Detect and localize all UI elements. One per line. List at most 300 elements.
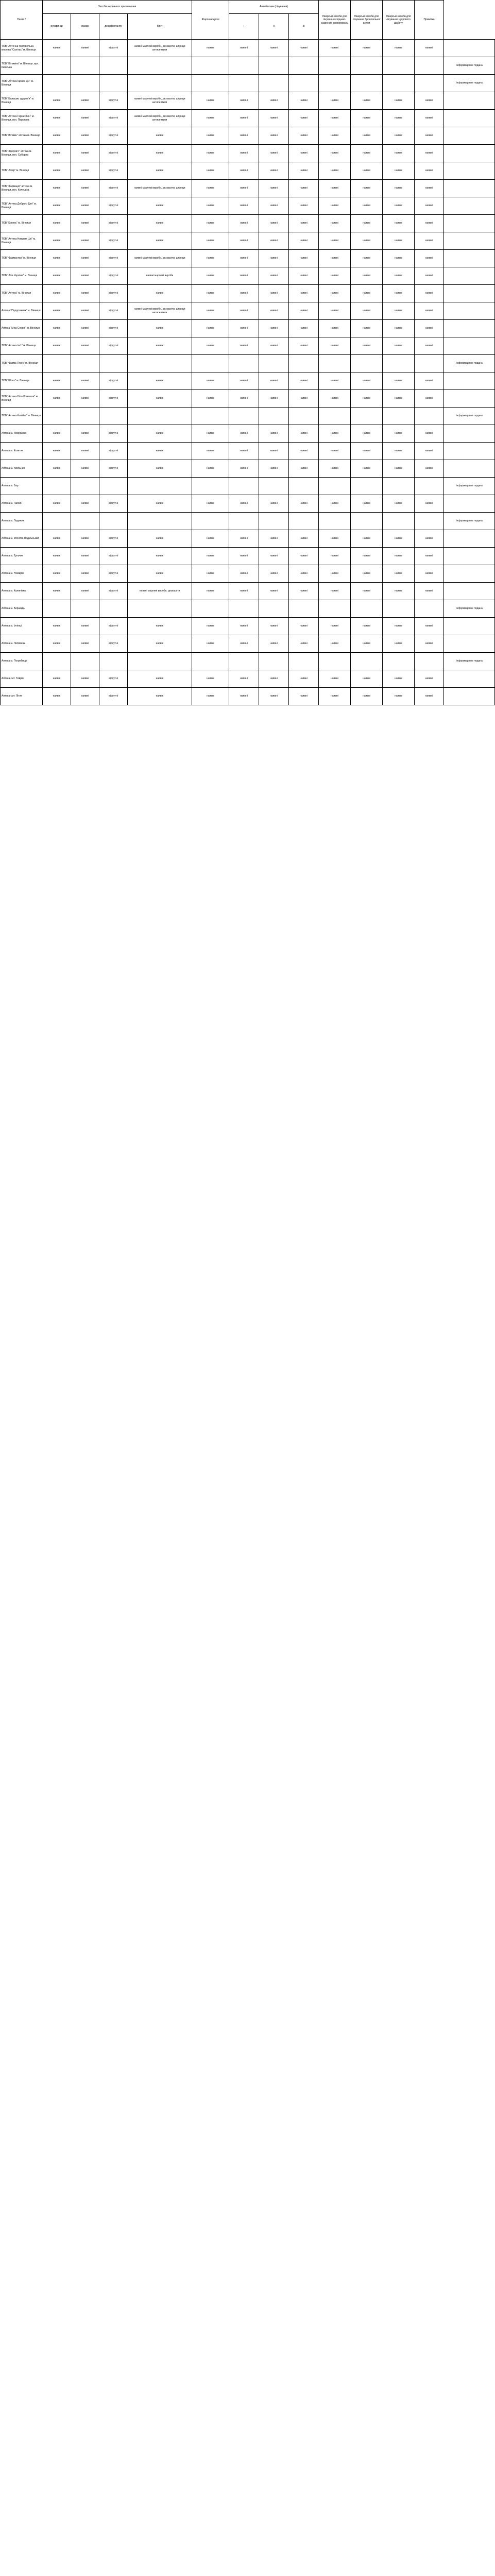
cell-value: наявні bbox=[319, 635, 351, 653]
cell-value: наявні bbox=[259, 565, 289, 583]
cell-value: наявні bbox=[259, 92, 289, 110]
cell-value: наявні bbox=[71, 565, 99, 583]
cell-value: наявні bbox=[415, 250, 444, 267]
cell-value: відсутні bbox=[99, 565, 128, 583]
cell-value: наявні bbox=[415, 162, 444, 180]
cell-value: наявні bbox=[229, 583, 259, 600]
cell-value: наявні bbox=[351, 92, 383, 110]
cell-value: наявні bbox=[289, 250, 319, 267]
cell-value bbox=[444, 215, 495, 232]
cell-value bbox=[415, 57, 444, 75]
cell-value: наявні bbox=[259, 40, 289, 57]
table-row bbox=[1, 162, 495, 180]
cell-name: Аптека смт. Літин bbox=[1, 688, 43, 705]
cell-value: наявні bbox=[415, 635, 444, 653]
cell-name: Аптека м. Тульчин bbox=[1, 548, 43, 565]
cell-value: наявні bbox=[351, 372, 383, 390]
cell-value bbox=[192, 513, 229, 530]
cell-value: наявні bbox=[259, 232, 289, 250]
cell-value: наявні bbox=[319, 565, 351, 583]
cell-value: наявні bbox=[128, 688, 192, 705]
cell-value: наявні bbox=[192, 425, 229, 443]
cell-value: наявні bbox=[43, 583, 71, 600]
table-row bbox=[1, 320, 495, 337]
cell-value: наявні bbox=[229, 267, 259, 285]
cell-value: наявні bbox=[319, 127, 351, 145]
cell-value: наявні bbox=[128, 495, 192, 513]
cell-name: Аптека м. Бар bbox=[1, 478, 43, 495]
cell-value: наявні bbox=[192, 495, 229, 513]
cell-value: наявні bbox=[259, 197, 289, 215]
cell-value bbox=[99, 57, 128, 75]
cell-value: наявні bbox=[259, 425, 289, 443]
table-row bbox=[1, 285, 495, 302]
cell-value bbox=[43, 653, 71, 670]
cell-value: наявні bbox=[229, 548, 259, 565]
cell-value: наявні bbox=[383, 443, 415, 460]
cell-value: наявні bbox=[128, 443, 192, 460]
header-masks: маски bbox=[71, 14, 99, 40]
cell-value: наявні bbox=[229, 670, 259, 688]
cell-value: наявні bbox=[415, 548, 444, 565]
cell-value bbox=[415, 355, 444, 372]
cell-value: наявні bbox=[71, 162, 99, 180]
cell-value bbox=[289, 57, 319, 75]
cell-value: наявні bbox=[319, 215, 351, 232]
cell-name: ТОВ "Бажаємо здоров'я" м. Вінниця bbox=[1, 92, 43, 110]
cell-value: відсутні bbox=[99, 583, 128, 600]
cell-value: наявні bbox=[71, 232, 99, 250]
cell-value: відсутні bbox=[99, 232, 128, 250]
cell-value: наявні марлеві вироби, дезкасети, шприци антисептики bbox=[128, 40, 192, 57]
cell-value: наявні bbox=[229, 197, 259, 215]
cell-value bbox=[383, 408, 415, 425]
cell-value: наявні bbox=[289, 583, 319, 600]
cell-value: наявні bbox=[415, 285, 444, 302]
cell-value bbox=[319, 75, 351, 92]
cell-name: ТОВ "Лікар" м. Вінниця bbox=[1, 162, 43, 180]
cell-value bbox=[43, 355, 71, 372]
cell-value: наявні bbox=[415, 40, 444, 57]
cell-value: наявні bbox=[415, 180, 444, 197]
cell-value: наявні bbox=[259, 443, 289, 460]
cell-value: наявні bbox=[229, 460, 259, 478]
cell-value bbox=[99, 75, 128, 92]
cell-value: наявні bbox=[229, 495, 259, 513]
cell-value bbox=[415, 513, 444, 530]
cell-value: наявні bbox=[415, 302, 444, 320]
cell-value: наявні bbox=[415, 688, 444, 705]
cell-value: наявні bbox=[289, 337, 319, 355]
cell-value: наявні bbox=[351, 180, 383, 197]
cell-value: наявні bbox=[71, 530, 99, 548]
cell-value: наявні bbox=[351, 460, 383, 478]
table-row bbox=[1, 40, 495, 57]
cell-value: наявні bbox=[383, 548, 415, 565]
cell-value: наявні bbox=[259, 145, 289, 162]
cell-value: відсутні bbox=[99, 495, 128, 513]
cell-value: наявні bbox=[351, 688, 383, 705]
cell-value bbox=[383, 57, 415, 75]
cell-value: наявні bbox=[383, 92, 415, 110]
cell-value bbox=[128, 57, 192, 75]
cell-value bbox=[444, 197, 495, 215]
cell-value: відсутні bbox=[99, 162, 128, 180]
cell-value bbox=[415, 653, 444, 670]
cell-name: ТОВ "Шлях" м. Вінниця bbox=[1, 372, 43, 390]
cell-value: Інформація не подана bbox=[444, 513, 495, 530]
table-row bbox=[1, 670, 495, 688]
cell-value: наявні bbox=[43, 670, 71, 688]
cell-value: наявні bbox=[289, 635, 319, 653]
cell-value: наявні bbox=[259, 162, 289, 180]
cell-value bbox=[383, 355, 415, 372]
cell-value: наявні bbox=[43, 390, 71, 408]
cell-value bbox=[351, 408, 383, 425]
cell-value: наявні bbox=[71, 302, 99, 320]
cell-value bbox=[128, 408, 192, 425]
cell-value: наявні bbox=[319, 92, 351, 110]
cell-value: наявні bbox=[319, 267, 351, 285]
table-body bbox=[1, 40, 495, 705]
cell-name: Аптека "Мед-Сервіс" м. Вінниця bbox=[1, 320, 43, 337]
cell-value bbox=[319, 600, 351, 618]
cell-value: наявні марлеві вироби, дезкасети, шприци bbox=[128, 180, 192, 197]
cell-value bbox=[71, 653, 99, 670]
cell-value: наявні bbox=[383, 162, 415, 180]
table-row bbox=[1, 635, 495, 653]
cell-value: наявні bbox=[383, 127, 415, 145]
cell-value bbox=[71, 513, 99, 530]
cell-value: наявні bbox=[259, 460, 289, 478]
cell-value: відсутні bbox=[99, 688, 128, 705]
cell-value: наявні bbox=[415, 145, 444, 162]
cell-value: наявні bbox=[351, 267, 383, 285]
cell-value: наявні bbox=[229, 215, 259, 232]
table-row bbox=[1, 75, 495, 92]
cell-value: наявні bbox=[128, 215, 192, 232]
cell-value: наявні bbox=[229, 145, 259, 162]
cell-value: відсутні bbox=[99, 390, 128, 408]
cell-value: наявні bbox=[229, 530, 259, 548]
cell-value: наявні bbox=[43, 548, 71, 565]
cell-value: наявні bbox=[71, 390, 99, 408]
cell-value bbox=[444, 162, 495, 180]
cell-value: відсутні bbox=[99, 215, 128, 232]
header-medpurpose: Засоби медичного призначення bbox=[43, 1, 192, 14]
cell-value: наявні bbox=[319, 232, 351, 250]
table-row bbox=[1, 337, 495, 355]
cell-value: наявні bbox=[415, 425, 444, 443]
cell-value: наявні bbox=[192, 337, 229, 355]
cell-value: відсутні bbox=[99, 320, 128, 337]
cell-value bbox=[71, 408, 99, 425]
cell-value: наявні bbox=[259, 285, 289, 302]
cell-value: наявні bbox=[71, 285, 99, 302]
cell-value bbox=[43, 513, 71, 530]
cell-value: наявні bbox=[415, 670, 444, 688]
table-row bbox=[1, 302, 495, 320]
cell-value: наявні bbox=[128, 618, 192, 635]
header-temp: Жарознижуючі bbox=[192, 1, 229, 40]
cell-value: наявні bbox=[289, 460, 319, 478]
cell-value: відсутні bbox=[99, 180, 128, 197]
cell-value: відсутні bbox=[99, 635, 128, 653]
cell-value: наявні bbox=[229, 40, 259, 57]
cell-value: наявні bbox=[319, 460, 351, 478]
cell-value: Інформація не подана bbox=[444, 600, 495, 618]
cell-value bbox=[444, 618, 495, 635]
cell-value bbox=[319, 478, 351, 495]
cell-value: наявні bbox=[43, 127, 71, 145]
cell-value: наявні bbox=[192, 92, 229, 110]
cell-value bbox=[229, 513, 259, 530]
cell-value: наявні bbox=[43, 635, 71, 653]
cell-value bbox=[259, 478, 289, 495]
cell-name: ТОВ "Аптека гарних цін" м. Вінниця bbox=[1, 75, 43, 92]
cell-value bbox=[99, 478, 128, 495]
cell-name: Аптека смт. Тиврів bbox=[1, 670, 43, 688]
cell-value: наявні bbox=[259, 320, 289, 337]
cell-value: наявні bbox=[128, 145, 192, 162]
cell-value bbox=[229, 478, 259, 495]
cell-value bbox=[43, 408, 71, 425]
cell-value: наявні bbox=[71, 337, 99, 355]
cell-value: наявні bbox=[383, 425, 415, 443]
cell-value: наявні bbox=[289, 670, 319, 688]
cell-value bbox=[444, 548, 495, 565]
cell-value: наявні марлеві вироби, дезкасети, шприци bbox=[128, 250, 192, 267]
cell-name: ТОВ "Фармація" аптека м. Вінниця, вул. Келецька bbox=[1, 180, 43, 197]
cell-value: наявні bbox=[383, 110, 415, 127]
cell-value: наявні bbox=[383, 530, 415, 548]
cell-value bbox=[128, 653, 192, 670]
cell-value: наявні bbox=[43, 215, 71, 232]
cell-value bbox=[444, 320, 495, 337]
cell-value: відсутні bbox=[99, 250, 128, 267]
cell-value: наявні bbox=[415, 110, 444, 127]
cell-name: Аптека м. Гайсин bbox=[1, 495, 43, 513]
cell-value bbox=[351, 75, 383, 92]
cell-value: наявні bbox=[192, 40, 229, 57]
cell-value: наявні bbox=[43, 372, 71, 390]
cell-value: наявні bbox=[43, 688, 71, 705]
cell-value: наявні bbox=[289, 92, 319, 110]
cell-value bbox=[289, 653, 319, 670]
cell-value bbox=[319, 513, 351, 530]
cell-value bbox=[444, 583, 495, 600]
cell-value: відсутні bbox=[99, 40, 128, 57]
cell-value bbox=[128, 75, 192, 92]
table-row bbox=[1, 250, 495, 267]
cell-value: наявні bbox=[71, 180, 99, 197]
cell-value: наявні bbox=[128, 565, 192, 583]
cell-value: наявні bbox=[229, 337, 259, 355]
header-cardio: Лікарські засоби для лікування серцево-судинних захворювань bbox=[319, 1, 351, 40]
cell-value: наявні bbox=[289, 688, 319, 705]
cell-value: наявні bbox=[259, 302, 289, 320]
table-row bbox=[1, 600, 495, 618]
cell-value: наявні bbox=[383, 372, 415, 390]
cell-value: наявні bbox=[383, 232, 415, 250]
cell-value: наявні bbox=[43, 285, 71, 302]
cell-value: наявні bbox=[289, 372, 319, 390]
cell-name: ТОВ "Вітаміни" м. Вінниця, вул. Київська bbox=[1, 57, 43, 75]
cell-name: Аптека м. Немирів bbox=[1, 565, 43, 583]
cell-value bbox=[444, 530, 495, 548]
cell-value: наявні bbox=[192, 618, 229, 635]
cell-value: наявні bbox=[351, 670, 383, 688]
cell-value: наявні bbox=[192, 232, 229, 250]
cell-value bbox=[229, 600, 259, 618]
cell-value: наявні bbox=[229, 372, 259, 390]
cell-value bbox=[192, 478, 229, 495]
cell-value bbox=[289, 408, 319, 425]
cell-value: наявні bbox=[351, 302, 383, 320]
cell-name: Аптека м. Іллінці bbox=[1, 618, 43, 635]
cell-value: відсутні bbox=[99, 337, 128, 355]
cell-value: наявні bbox=[259, 583, 289, 600]
cell-value: наявні bbox=[128, 320, 192, 337]
cell-value: наявні bbox=[415, 127, 444, 145]
cell-value: наявні bbox=[351, 443, 383, 460]
cell-value: наявні bbox=[319, 302, 351, 320]
cell-value: наявні bbox=[383, 285, 415, 302]
cell-value: наявні bbox=[71, 618, 99, 635]
cell-value bbox=[71, 600, 99, 618]
table-row bbox=[1, 145, 495, 162]
cell-value bbox=[259, 513, 289, 530]
cell-value: наявні bbox=[43, 180, 71, 197]
cell-value: наявні bbox=[415, 197, 444, 215]
cell-value: наявні bbox=[71, 670, 99, 688]
cell-value: наявні bbox=[351, 320, 383, 337]
cell-value bbox=[383, 653, 415, 670]
cell-value: наявні bbox=[71, 267, 99, 285]
cell-value: наявні bbox=[383, 618, 415, 635]
cell-value: наявні bbox=[192, 390, 229, 408]
pharmacy-stock-table bbox=[0, 0, 495, 705]
cell-value: наявні bbox=[351, 530, 383, 548]
cell-value: наявні bbox=[43, 110, 71, 127]
cell-value: відсутні bbox=[99, 670, 128, 688]
cell-value: наявні bbox=[319, 285, 351, 302]
cell-value: наявні bbox=[229, 443, 259, 460]
cell-value: відсутні bbox=[99, 92, 128, 110]
cell-value: відсутні bbox=[99, 372, 128, 390]
cell-value: наявні bbox=[259, 372, 289, 390]
cell-value: наявні bbox=[43, 232, 71, 250]
cell-value bbox=[71, 57, 99, 75]
cell-value: наявні bbox=[71, 495, 99, 513]
cell-value bbox=[383, 513, 415, 530]
header-name: Назва / bbox=[1, 1, 43, 40]
cell-value: наявні bbox=[192, 320, 229, 337]
header-note: Примітка bbox=[415, 1, 444, 40]
cell-value bbox=[259, 355, 289, 372]
cell-value: наявні bbox=[259, 688, 289, 705]
cell-value: наявні bbox=[415, 320, 444, 337]
cell-value: наявні bbox=[319, 390, 351, 408]
cell-value: наявні bbox=[229, 232, 259, 250]
cell-value: наявні bbox=[71, 40, 99, 57]
cell-value: наявні bbox=[229, 425, 259, 443]
cell-value: наявні bbox=[71, 92, 99, 110]
cell-value: наявні bbox=[319, 162, 351, 180]
cell-value bbox=[71, 75, 99, 92]
cell-value: наявні bbox=[128, 548, 192, 565]
cell-value: наявні bbox=[415, 215, 444, 232]
cell-name: ТОВ "Аптека" м. Вінниця bbox=[1, 285, 43, 302]
cell-value: наявні bbox=[289, 495, 319, 513]
header-catheters: бинт bbox=[128, 14, 192, 40]
cell-name: Аптека м. Липовець bbox=[1, 635, 43, 653]
cell-value bbox=[71, 478, 99, 495]
cell-value bbox=[71, 355, 99, 372]
cell-value bbox=[229, 653, 259, 670]
cell-value: наявні bbox=[351, 390, 383, 408]
cell-value: наявні bbox=[383, 302, 415, 320]
cell-value: наявні bbox=[43, 250, 71, 267]
cell-value: наявні bbox=[319, 618, 351, 635]
cell-value: відсутні bbox=[99, 285, 128, 302]
cell-value: наявні bbox=[319, 110, 351, 127]
cell-value bbox=[128, 600, 192, 618]
cell-value: наявні bbox=[319, 583, 351, 600]
cell-value: відсутні bbox=[99, 425, 128, 443]
cell-value: наявні bbox=[289, 162, 319, 180]
cell-value: наявні bbox=[43, 302, 71, 320]
table-row bbox=[1, 688, 495, 705]
table-row bbox=[1, 583, 495, 600]
cell-value: наявні bbox=[43, 460, 71, 478]
table-row bbox=[1, 425, 495, 443]
cell-name: ТОВ "Вітамін" аптека м. Вінниця bbox=[1, 127, 43, 145]
cell-value: наявні bbox=[71, 425, 99, 443]
cell-value: наявні bbox=[229, 618, 259, 635]
cell-value: наявні bbox=[128, 372, 192, 390]
cell-value: наявні bbox=[415, 92, 444, 110]
table-row bbox=[1, 478, 495, 495]
cell-value bbox=[444, 127, 495, 145]
cell-value: наявні bbox=[415, 267, 444, 285]
cell-value: наявні bbox=[259, 530, 289, 548]
cell-value: наявні bbox=[289, 145, 319, 162]
table-row bbox=[1, 618, 495, 635]
cell-value bbox=[192, 75, 229, 92]
cell-name: Аптека м. Ладижин bbox=[1, 513, 43, 530]
cell-value: наявні bbox=[128, 162, 192, 180]
cell-value bbox=[289, 355, 319, 372]
cell-value: наявні bbox=[71, 583, 99, 600]
cell-value: наявні bbox=[351, 197, 383, 215]
cell-value: наявні bbox=[415, 460, 444, 478]
cell-value: наявні bbox=[192, 688, 229, 705]
cell-name: ТОВ "Аптека Біла Ромашка" м. Вінниця bbox=[1, 390, 43, 408]
cell-value: наявні bbox=[289, 127, 319, 145]
cell-value bbox=[128, 478, 192, 495]
cell-value: наявні bbox=[289, 320, 319, 337]
cell-value bbox=[351, 355, 383, 372]
table-row bbox=[1, 408, 495, 425]
table-row bbox=[1, 495, 495, 513]
cell-value: наявні bbox=[43, 565, 71, 583]
cell-value bbox=[351, 600, 383, 618]
table-row bbox=[1, 127, 495, 145]
cell-value: наявні bbox=[289, 40, 319, 57]
cell-value: наявні bbox=[415, 372, 444, 390]
cell-value: наявні bbox=[319, 337, 351, 355]
